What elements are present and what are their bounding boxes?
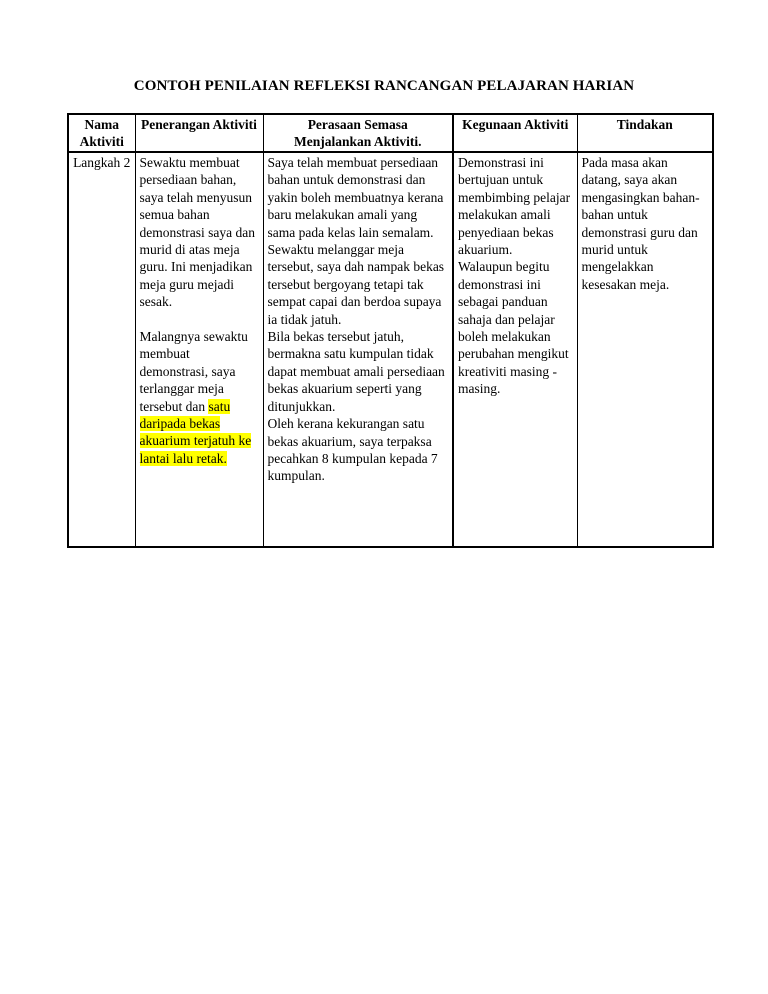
table-header-row [68, 114, 713, 152]
cell-tindakan: Pada masa akan datang, saya akan mengasingkan bahan-bahan untuk demonstrasi guru dan murid untuk mengelakkan kesesakan meja. [577, 152, 713, 547]
penerangan-paragraph-1: Sewaktu membuat persediaan bahan, saya telah menyusun semua bahan demonstrasi saya dan murid di atas meja guru. Ini menjadikan meja guru mejadi sesak. [139, 155, 255, 310]
cell-kegunaan-aktiviti [453, 152, 577, 547]
header-kegunaan-aktiviti: Kegunaan Aktiviti [453, 114, 577, 152]
kegunaan-paragraph-2: Walaupun begitu demonstrasi ini sebagai panduan sahaja dan pelajar boleh melakukan perubahan mengikut kreativiti masing -masing. [458, 259, 569, 397]
penerangan-paragraph-2 [140, 328, 259, 467]
highlighted-text: satu daripada bekas akuarium terjatuh ke lantai lalu retak. [139, 398, 252, 466]
document-title: CONTOH PENILAIAN REFLEKSI RANCANGAN PELAJARAN HARIAN [133, 78, 635, 94]
perasaan-paragraph-3: Bila bekas tersebut jatuh, bermakna satu kumpulan tidak dapat membuat amali persediaan bekas akuarium seperti yang ditunjukkan. [267, 329, 445, 414]
perasaan-paragraph-4: Oleh kerana kekurangan satu bekas akuarium, saya terpaksa pecahkan 8 kumpulan kepada 7 kumpulan. [267, 416, 438, 484]
header-penerangan-aktiviti: Penerangan Aktiviti [135, 114, 263, 152]
cell-nama-aktiviti: Langkah 2 [68, 152, 135, 547]
reflection-table [67, 113, 714, 548]
header-nama-aktiviti: Nama Aktiviti [68, 114, 135, 152]
cell-penerangan-aktiviti [135, 152, 263, 547]
perasaan-paragraph-2: Sewaktu melanggar meja tersebut, saya dah nampak bekas tersebut bergoyang tetapi tak sempat capai dan berdoa supaya ia tidak jatuh. [267, 242, 445, 327]
kegunaan-paragraph-1: Demonstrasi ini bertujuan untuk membimbing pelajar melakukan amali penyediaan bekas akuarium. [458, 155, 571, 258]
header-tindakan: Tindakan [577, 114, 713, 152]
penerangan-plain-text: Malangnya sewaktu membuat demonstrasi, saya terlanggar meja tersebut dan [139, 329, 248, 414]
table-row [68, 152, 713, 547]
cell-perasaan [263, 152, 453, 547]
paragraph-gap [140, 311, 259, 328]
perasaan-paragraph-1: Saya telah membuat persediaan bahan untuk demonstrasi dan yakin boleh membuatnya kerana baru melakukan amali yang sama pada kelas lain semalam. [267, 155, 444, 240]
header-perasaan: Perasaan Semasa Menjalankan Aktiviti. [263, 114, 453, 152]
